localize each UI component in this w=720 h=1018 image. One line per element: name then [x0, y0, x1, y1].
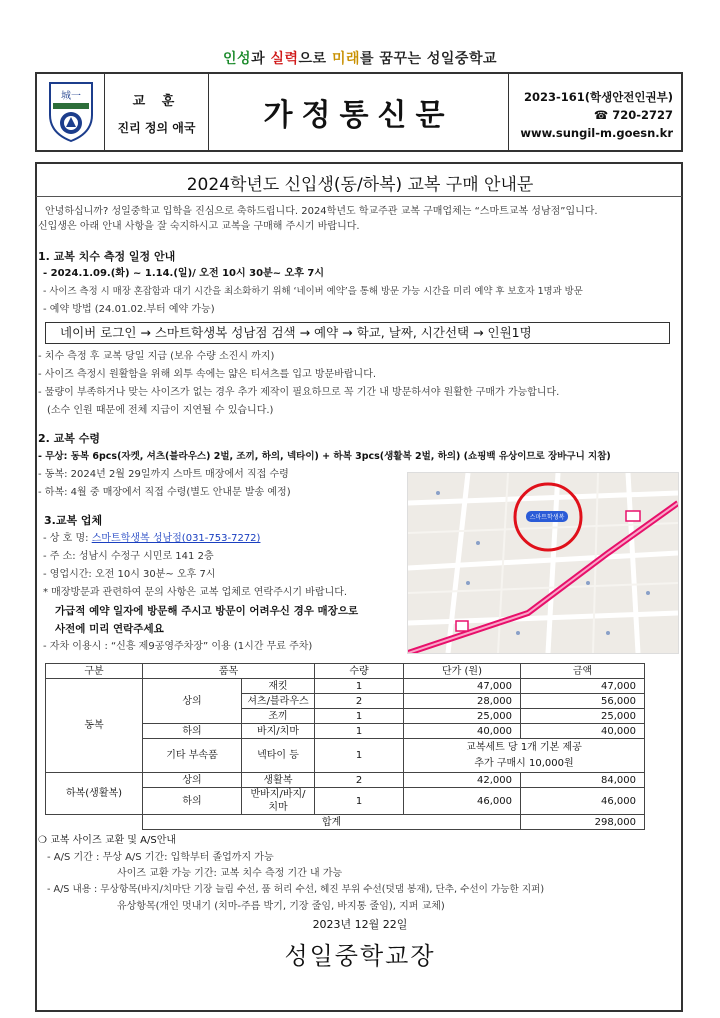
row-qty: 1	[315, 739, 404, 773]
uniform-price-table	[45, 663, 645, 830]
total-amount: 298,000	[521, 815, 645, 830]
store-location-map[interactable]	[407, 472, 679, 654]
table-row	[46, 773, 645, 788]
notice-line-1: - 치수 측정 후 교복 당일 지급 (보유 수량 소진시 까지)	[38, 351, 275, 362]
row-qty: 2	[315, 694, 404, 709]
slogan-word-ability: 실력	[270, 51, 299, 67]
row-amount: 56,000	[521, 694, 645, 709]
row-item: 넥타이 등	[242, 739, 315, 773]
row-unit: 46,000	[404, 788, 521, 815]
row-unit: 47,000	[404, 679, 521, 694]
row-amount: 40,000	[521, 724, 645, 739]
document-title: 2024학년도 신입생(동/하복) 교복 구매 안내문	[186, 175, 534, 195]
notice-line-3: - 물량이 부족하거나 맞는 사이즈가 없는 경우 추가 제작이 필요하므로 꼭 기간 내 방문하셔야 원활한 구매가 가능합니다.	[38, 387, 560, 398]
row-item: 재킷	[242, 679, 315, 694]
naver-reservation-steps: 네이버 로그인 → 스마트학생복 성남점 검색 → 예약 → 학교, 날짜, 시간선택 → 인원1명	[45, 322, 670, 344]
parking-note: - 자차 이용시 : “신흥 제9공영주차장” 이용 (1시간 무료 주차)	[43, 641, 313, 652]
slogan-tail: 를 꿈꾸는 성일중학교	[360, 51, 497, 67]
row-amount: 46,000	[521, 788, 645, 815]
contact-request-note: 사전에 미리 연락주세요	[55, 623, 164, 635]
row-item: 생활복	[242, 773, 315, 788]
motto-cell	[105, 74, 209, 150]
summer-category: 하복(생활복)	[46, 773, 143, 815]
section-2-title: 2. 교복 수령	[38, 432, 100, 445]
reservation-method: - 예약 방법 (24.01.02.부터 예약 가능)	[43, 304, 215, 315]
as-period-1: - A/S 기간 : 무상 A/S 기간: 입학부터 졸업까지 가능	[47, 852, 274, 863]
header-amount: 금액	[521, 664, 645, 679]
bottom-group: 하의	[143, 788, 242, 815]
map-graphic	[408, 473, 678, 653]
as-content-2: 유상항목(개인 멋내기 (치마-주름 박기, 기장 줄임, 바지통 줄임), 지퍼 교체)	[117, 901, 445, 912]
intro-line-1: 안녕하십니까? 성일중학교 입학을 진심으로 축하드립니다. 2024학년도 학교주관 교복 구매업체는 “스마트교복 성남점”입니다.	[45, 206, 598, 217]
letter-header	[35, 72, 683, 152]
section-1-title: 1. 교복 치수 측정 일정 안내	[38, 250, 176, 263]
slogan-word-future: 미래	[331, 51, 361, 67]
header-category: 구분	[46, 664, 143, 679]
page-title: 가정통신문	[209, 74, 509, 150]
top-group: 상의	[143, 773, 242, 788]
row-unit: 28,000	[404, 694, 521, 709]
doc-number: 2023-161(학생안전인권부)	[523, 90, 673, 104]
section-3-title: 3.교복 업체	[44, 514, 103, 527]
row-amount: 84,000	[521, 773, 645, 788]
slogan-connector: 으로	[298, 51, 332, 67]
vendor-line	[43, 532, 260, 546]
vendor-label: - 상 호 명:	[43, 533, 92, 544]
row-amount: 25,000	[521, 709, 645, 724]
row-unit: 42,000	[404, 773, 521, 788]
row-qty: 1	[315, 679, 404, 694]
motto-label: 교 훈	[132, 94, 181, 109]
tie-note-default: 교복세트 당 1개 기본 제공	[466, 741, 582, 753]
row-item: 조끼	[242, 709, 315, 724]
website-link[interactable]: www.sungil-m.goesn.kr	[520, 126, 673, 140]
header-unit-price: 단가 (원)	[404, 664, 521, 679]
row-amount: 47,000	[521, 679, 645, 694]
free-items-line: - 무상: 동복 6pcs(자켓, 셔츠(블라우스) 2벌, 조끼, 하의, 넥타이) + 하복 3pcs(생활복 2벌, 하의) (쇼핑백 유상이므로 장바구니 지참)	[38, 451, 611, 462]
phone-number: ☎ 720-2727	[593, 108, 673, 122]
svg-text:城一: 城一	[60, 91, 81, 102]
table-header-row	[46, 664, 645, 679]
slogan-word-character: 인성	[223, 51, 252, 67]
row-qty: 2	[315, 773, 404, 788]
tie-note-extra: 추가 구매시 10,000원	[474, 757, 574, 769]
winter-pickup-line: - 동복: 2024년 2월 29일까지 스마트 매장에서 직접 수령	[38, 469, 289, 480]
row-qty: 1	[315, 709, 404, 724]
issue-date: 2023년 12월 22일	[312, 918, 408, 931]
header-qty: 수량	[315, 664, 404, 679]
intro-line-2: 신입생은 아래 안내 사항을 잘 숙지하시고 교복을 구매해 주시기 바랍니다.	[38, 221, 360, 232]
school-logo-icon	[46, 81, 96, 143]
document-info	[509, 74, 681, 150]
row-tie-note	[404, 739, 645, 773]
vendor-hours: - 영업시간: 오전 10시 30분~ 오후 7시	[43, 569, 216, 580]
row-unit: 25,000	[404, 709, 521, 724]
motto-value: 진리 정의 애국	[117, 121, 196, 135]
table-total-row	[46, 815, 645, 830]
row-unit: 40,000	[404, 724, 521, 739]
bottom-group: 하의	[143, 724, 242, 739]
principal-signature: 성일중학교장	[284, 942, 436, 970]
header-item: 품목	[143, 664, 315, 679]
notice-line-4: (소수 인원 때문에 전체 지급이 지연될 수 있습니다.)	[47, 405, 274, 416]
notice-line-2: - 사이즈 측정시 원활함을 위해 외투 속에는 얇은 티셔츠를 입고 방문바랍니다.	[38, 369, 377, 380]
top-group: 상의	[143, 679, 242, 724]
row-qty: 1	[315, 724, 404, 739]
row-qty: 1	[315, 788, 404, 815]
etc-group: 기타 부속품	[143, 739, 242, 773]
as-period-2: 사이즈 교환 가능 기간: 교복 치수 측정 기간 내 가능	[117, 868, 343, 879]
row-item: 반바지/바지/치마	[242, 788, 315, 815]
as-content-1: - A/S 내용 : 무상항목(바지/치마단 기장 늘림 수선, 품 허리 수선, 헤진 부위 수선(덧댐 봉재), 단추, 수선이 가능한 지퍼)	[47, 884, 545, 895]
table-row	[46, 679, 645, 694]
vendor-address: - 주 소: 성남시 수정구 시민로 141 2층	[43, 551, 214, 562]
title-divider	[36, 196, 682, 197]
slogan-connector: 과	[251, 51, 271, 67]
vendor-name: 스마트학생복 성남점(031-753-7272)	[91, 533, 261, 544]
summer-pickup-line: - 하복: 4월 중 매장에서 직접 수령(별도 안내문 발송 예정)	[38, 487, 291, 498]
school-slogan	[0, 48, 720, 68]
as-title: ❍ 교복 사이즈 교환 및 A/S안내	[38, 835, 177, 846]
schedule-line: - 2024.1.09.(화) ~ 1.14.(일)/ 오전 10시 30분~ 오후 7시	[43, 268, 324, 279]
svg-text:스마트학생복: 스마트학생복	[529, 514, 565, 521]
visit-request-note: 가급적 예약 일자에 방문해 주시고 방문이 어려우신 경우 매장으로	[55, 605, 359, 617]
inquiry-note: * 매장방문과 관련하여 문의 사항은 교복 업체로 연락주시기 바랍니다.	[43, 587, 348, 598]
logo-cell	[37, 74, 105, 150]
visit-notice: - 사이즈 측정 시 매장 혼잡함과 대기 시간을 최소화하기 위해 ‘네이버 예약’을 통해 방문 가능 시간을 미리 예약 후 보호자 1명과 방문	[43, 286, 583, 297]
winter-category: 동복	[46, 679, 143, 773]
row-item: 셔츠/블라우스	[242, 694, 315, 709]
row-item: 바지/치마	[242, 724, 315, 739]
total-label: 합계	[143, 815, 521, 830]
